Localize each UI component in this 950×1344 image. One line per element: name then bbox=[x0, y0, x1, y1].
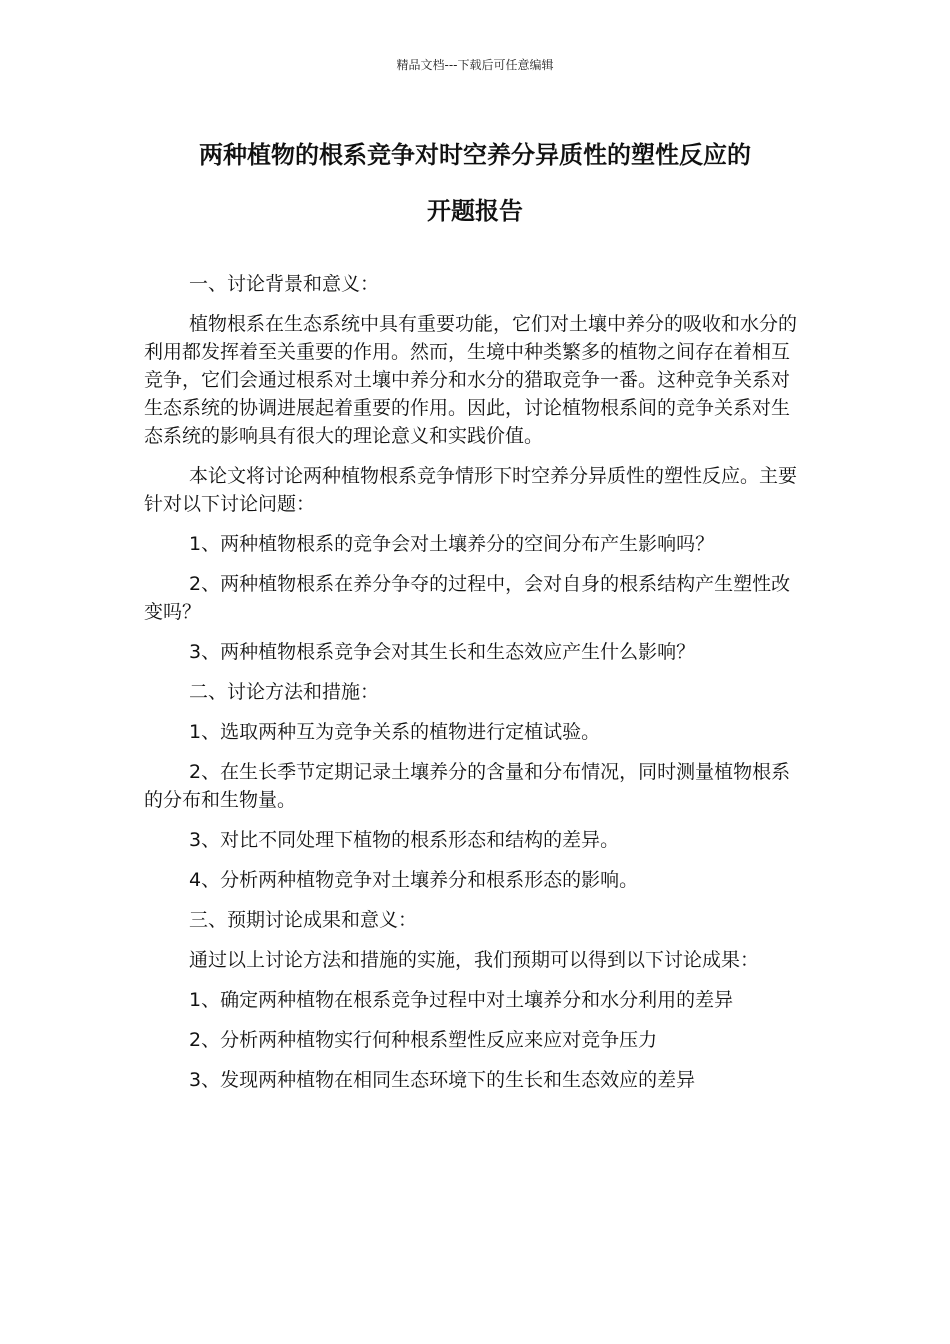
outcome-item-1: 1、确定两种植物在根系竞争过程中对土壤养分和水分利用的差异 bbox=[189, 989, 734, 1011]
method-item-1: 1、选取两种互为竞争关系的植物进行定植试验。 bbox=[189, 721, 601, 743]
section-heading-methods: 二、讨论方法和措施： bbox=[189, 681, 380, 703]
outcome-item-3: 3、发现两种植物在相同生态环境下的生长和生态效应的差异 bbox=[189, 1069, 696, 1091]
method-item-4: 4、分析两种植物竞争对土壤养分和根系形态的影响。 bbox=[189, 869, 639, 891]
paragraph-aim: 本论文将讨论两种植物根系竞争情形下时空养分异质性的塑性反应。主要针对以下讨论问题： bbox=[144, 465, 798, 515]
section-heading-background: 一、讨论背景和意义： bbox=[189, 273, 380, 295]
method-item-3: 3、对比不同处理下植物的根系形态和结构的差异。 bbox=[189, 829, 620, 851]
question-item-1: 1、两种植物根系的竞争会对土壤养分的空间分布产生影响吗？ bbox=[189, 533, 715, 555]
document-title-line-2: 开题报告 bbox=[427, 197, 523, 225]
section-heading-outcomes: 三、预期讨论成果和意义： bbox=[189, 909, 418, 931]
outcome-item-2: 2、分析两种植物实行何种根系塑性反应来应对竞争压力 bbox=[189, 1029, 658, 1051]
page-header: 精品文档---下载后可任意编辑 bbox=[396, 58, 554, 72]
question-item-3: 3、两种植物根系竞争会对其生长和生态效应产生什么影响？ bbox=[189, 641, 696, 663]
document-title-line-1: 两种植物的根系竞争对时空养分异质性的塑性反应的 bbox=[199, 141, 751, 169]
question-item-2: 2、两种植物根系在养分争夺的过程中，会对自身的根系结构产生塑性改变吗？ bbox=[144, 573, 791, 623]
method-item-2: 2、在生长季节定期记录土壤养分的含量和分布情况，同时测量植物根系的分布和生物量。 bbox=[144, 761, 791, 811]
paragraph-outcomes-intro: 通过以上讨论方法和措施的实施，我们预期可以得到以下讨论成果： bbox=[189, 949, 760, 971]
document-body bbox=[144, 270, 806, 1106]
paragraph-background: 植物根系在生态系统中具有重要功能，它们对土壤中养分的吸收和水分的利用都发挥着至关重要的作用。然而，生境中种类繁多的植物之间存在着相互竞争，它们会通过根系对土壤中养分和水分的猎取竞争一番。这种竞争关系对生态系统的协调进展起着重要的作用。因此，讨论植物根系间的竞争关系对生态系统的影响具有很大的理论意义和实践价值。 bbox=[144, 313, 798, 447]
